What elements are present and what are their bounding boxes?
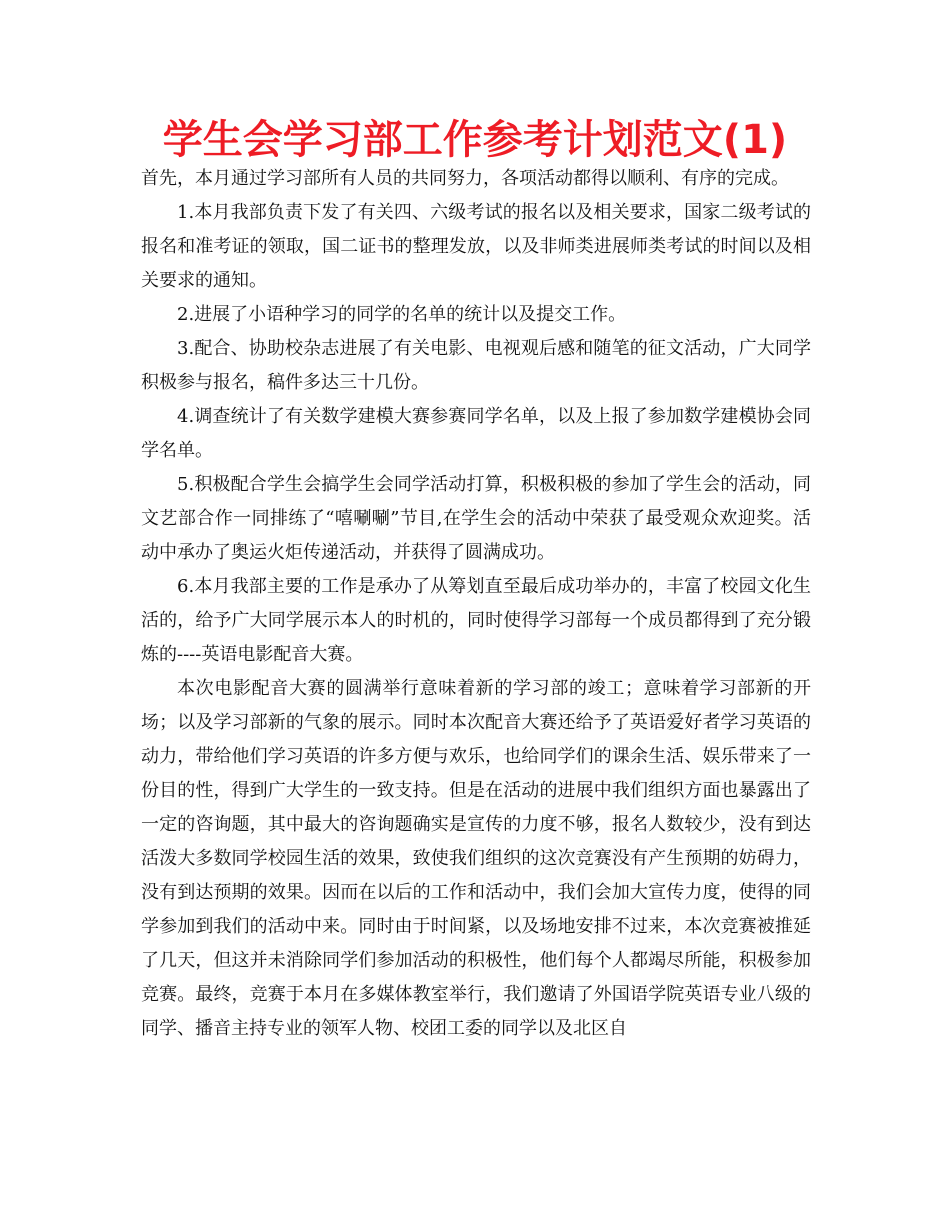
paragraph-intro: 首先，本月通过学习部所有人员的共同努力，各项活动都得以顺利、有序的完成。 (141, 168, 789, 189)
paragraph-item-1: 1.本月我部负责下发了有关四、六级考试的报名以及相关要求，国家二级考试的报名和准考证的领取，国二证书的整理发放，以及非师类进展师类考试的时间以及相关要求的通知。 (141, 202, 811, 291)
paragraph-item-4: 4.调查统计了有关数学建模大赛参赛同学名单，以及上报了参加数学建模协会同学名单。 (141, 406, 811, 461)
paragraph-item-6: 6.本月我部主要的工作是承办了从筹划直至最后成功举办的，丰富了校园文化生活的，给予广大同学展示本人的时机的，同时使得学习部每一个成员都得到了充分锻炼的----英语电影配音大赛。 (141, 576, 811, 665)
paragraph-item-2: 2.进展了小语种学习的同学的名单的统计以及提交工作。 (177, 304, 627, 325)
paragraph-summary: 本次电影配音大赛的圆满举行意味着新的学习部的竣工；意味着学习部新的开场；以及学习部新的气象的展示。同时本次配音大赛还给予了英语爱好者学习英语的动力，带给他们学习英语的许多方便与欢乐，也给同学们的课余生活、娱乐带来了一份目的性，得到广大学生的一致支持。但是在活动的进展中我们组织方面也暴露出了一定的咨询题，其中最大的咨询题确实是宣传的力度不够，报名人数较少，没有到达活泼大多数同学校园生活的效果，致使我们组织的这次竞赛没有产生预期的妨碍力，没有到达预期的效果。因而在以后的工作和活动中，我们会加大宣传力度，使得的同学参加到我们的活动中来。同时由于时间紧，以及场地安排不过来，本次竞赛被推延了几天，但这并未消除同学们参加活动的积极性，他们每个人都竭尽所能，积极参加竞赛。最终，竞赛于本月在多媒体教室举行，我们邀请了外国语学院英语专业八级的同学、播音主持专业的领军人物、校团工委的同学以及北区自 (141, 678, 811, 1039)
paragraph-item-5: 5.积极配合学生会搞学生会同学活动打算，积极积极的参加了学生会的活动，同文艺部合作一同排练了“嘻唰唰”节目,在学生会的活动中荣获了最受观众欢迎奖。活动中承办了奥运火炬传递活动，并获得了圆满成功。 (141, 474, 811, 563)
document-body (141, 162, 811, 1046)
document-title: 学生会学习部工作参考计划范文(1) (162, 117, 788, 163)
paragraph-item-3: 3.配合、协助校杂志进展了有关电影、电视观后感和随笔的征文活动，广大同学积极参与报名，稿件多达三十几份。 (141, 338, 811, 393)
